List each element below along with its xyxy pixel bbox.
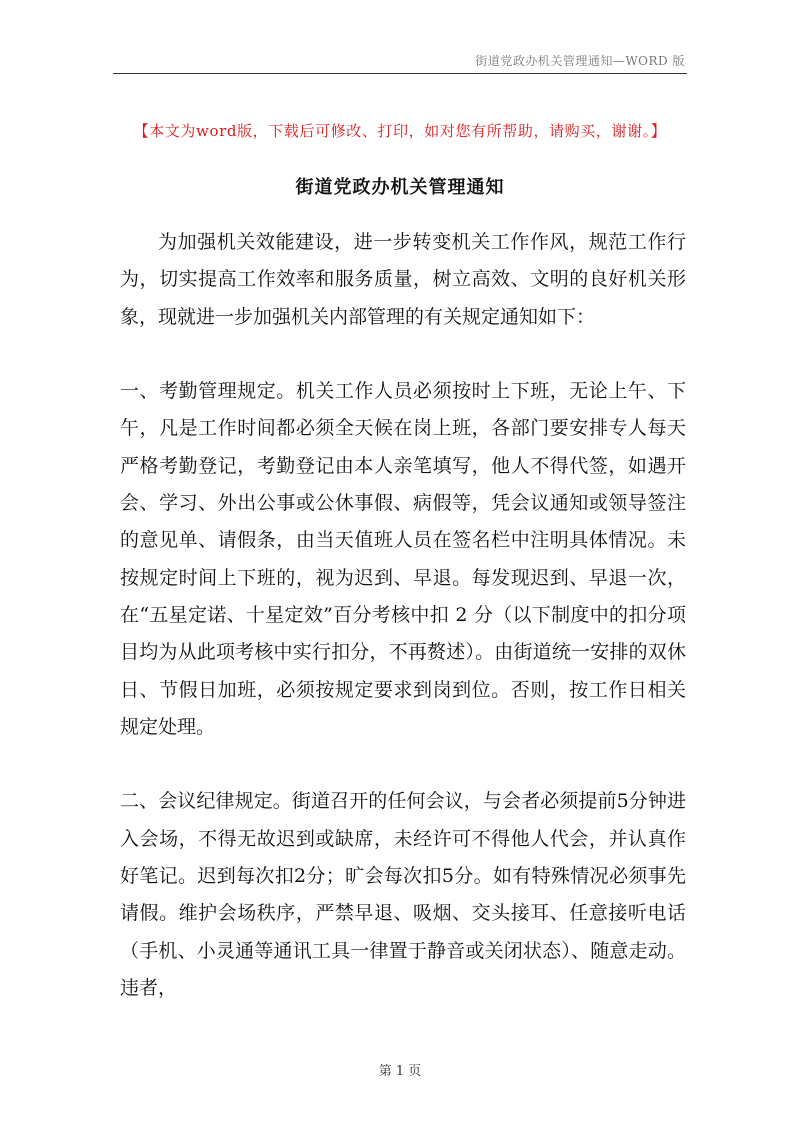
meeting-rules-paragraph: 二、会议纪律规定。街道召开的任何会议，与会者必须提前5分钟进入会场，不得无故迟到或缺席，未经许可不得他人代会，并认真作好笔记。迟到每次扣2分；旷会每次扣5分。如有特殊情况必须事先请假。维护会场秩序，严禁早退、吸烟、交头接耳、任意接听电话（手机、小灵通等通讯工具一律置于静音或关闭状态）、随意走动。违者， — [120, 790, 686, 999]
document-body — [120, 224, 686, 1007]
header-divider — [113, 73, 687, 74]
page-number: 第 1 页 — [378, 1064, 422, 1079]
paragraph-spacer — [120, 746, 686, 783]
running-header: 街道党政办机关管理通知—WORD 版 — [475, 54, 685, 68]
paragraph-spacer — [120, 336, 686, 373]
download-notice: 【本文为word版，下载后可修改、打印，如对您有所帮助，请购买，谢谢。】 — [133, 122, 667, 140]
attendance-rules-paragraph: 一、考勤管理规定。机关工作人员必须按时上下班，无论上午、下午，凡是工作时间都必须全天候在岗上班，各部门要安排专人每天严格考勤登记，考勤登记由本人亲笔填写，他人不得代签，如遇开会、学习、外出公事或公休事假、病假等，凭会议通知或领导签注的意见单、请假条，由当天值班人员在签名栏中注明具体情况。未按规定时间上下班的，视为迟到、早退。每发现迟到、早退一次，在“五星定诺、十星定效”百分考核中扣 2 分（以下制度中的扣分项目均为从此项考核中实行扣分，不再赘述）。由街道统一安排的双休日、节假日加班，必须按规定要求到岗到位。否则，按工作日相关规定处理。 — [120, 380, 686, 738]
document-title: 街道党政办机关管理通知 — [295, 177, 505, 198]
intro-paragraph: 为加强机关效能建设，进一步转变机关工作作风，规范工作行为，切实提高工作效率和服务质量，树立高效、文明的良好机关形象，现就进一步加强机关内部管理的有关规定通知如下： — [120, 231, 686, 328]
